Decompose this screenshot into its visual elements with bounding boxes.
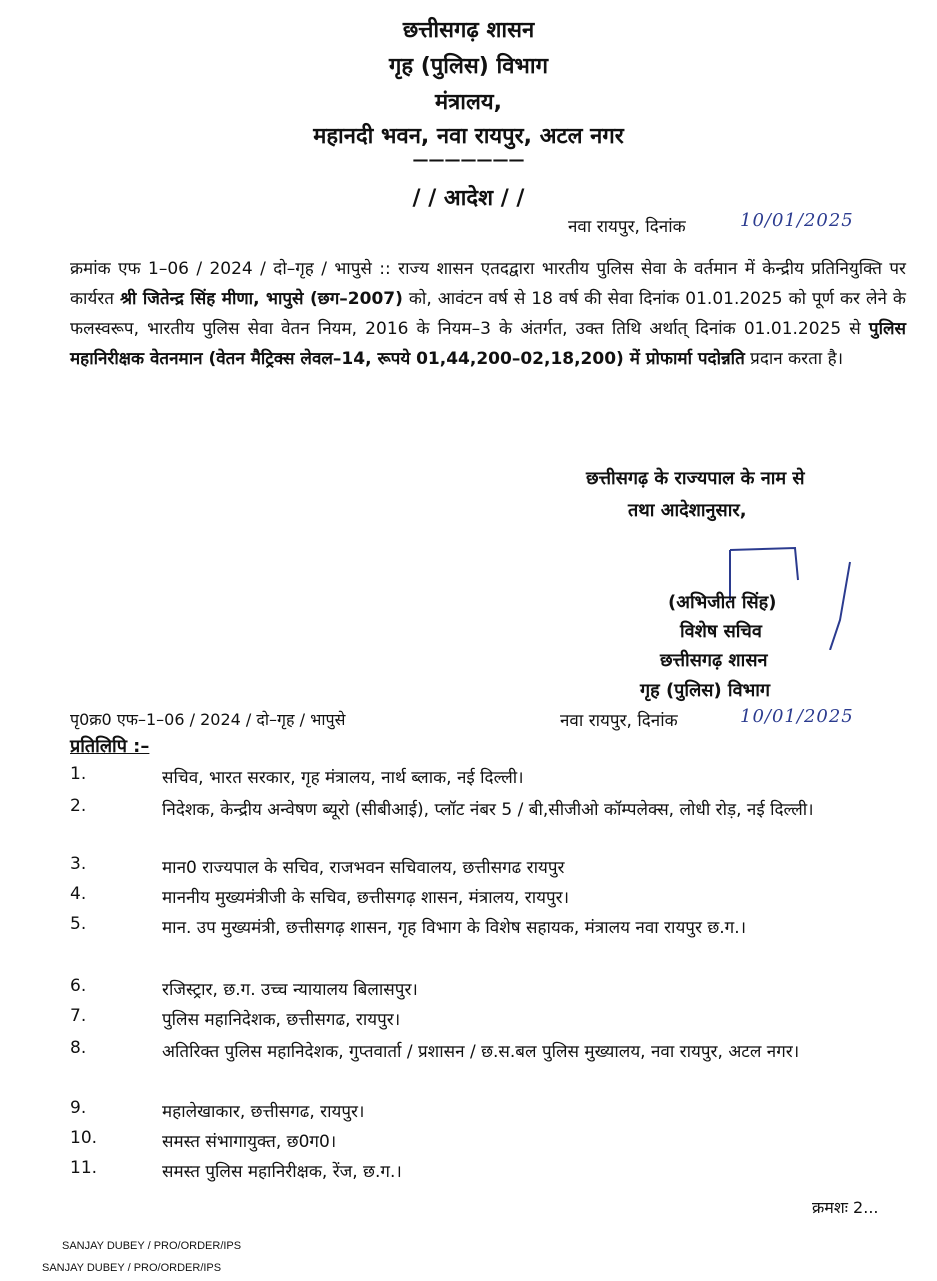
signatory-designation: विशेष सचिव (680, 621, 762, 642)
list-item-number: 8. (70, 1038, 87, 1058)
list-item-text: मान0 राज्यपाल के सचिव, राजभवन सचिवालय, छत्तीसगढ रायपुर (162, 858, 565, 878)
list-item-text: माननीय मुख्यमंत्रीजी के सचिव, छत्तीसगढ़ शासन, मंत्रालय, रायपुर। (162, 888, 570, 908)
list-item-number: 9. (70, 1098, 87, 1118)
list-item (0, 976, 937, 1006)
order-text-part1: क्रमांक एफ 1–06 / 2024 / दो–गृह / भापुसे :: राज्य शासन एतदद्वारा भारतीय पुलिस सेवा के वर्तमान में केन्द्रीय प्रतिनियुक्ति पर कार्यरत (70, 259, 906, 309)
list-item-text: रजिस्ट्रार, छ.ग. उच्च न्यायालय बिलासपुर। (162, 980, 418, 1000)
list-item-number: 5. (70, 914, 87, 934)
list-item-text: पुलिस महानिदेशक, छत्तीसगढ, रायपुर। (162, 1010, 401, 1030)
list-item (0, 796, 937, 856)
list-item (0, 1038, 937, 1098)
authority-line2: तथा आदेशानुसार, (628, 500, 747, 521)
order-date-handwritten: 10/01/2025 (740, 210, 854, 231)
list-item-number: 7. (70, 1006, 87, 1026)
list-item-number: 2. (70, 796, 87, 816)
order-title: / / आदेश / / (412, 186, 525, 211)
order-text-part2: को, आवंटन वर्ष से 18 वर्ष की सेवा दिनांक 01.01.2025 को पूर्ण कर लेने के फलस्वरूप, भारतीय पुलिस सेवा वेतन नियम, 2016 के नियम–3 के अंतर्गत, उक्त तिथि अर्थात् दिनांक 01.01.2025 से (70, 289, 906, 339)
endorsement-number: पृ0क्र0 एफ–1–06 / 2024 / दो–गृह / भापुसे (70, 710, 346, 729)
footer-watermark-2: SANJAY DUBEY / PRO/ORDER/IPS (42, 1262, 222, 1274)
list-item (0, 1098, 937, 1128)
list-item-number: 10. (70, 1128, 98, 1148)
list-item-number: 1. (70, 764, 87, 784)
list-item-text: महालेखाकार, छत्तीसगढ, रायपुर। (162, 1102, 365, 1122)
list-item-text: अतिरिक्त पुलिस महानिदेशक, गुप्तवार्ता / प्रशासन / छ.स.बल पुलिस मुख्यालय, नवा रायपुर, अटल नगर। (162, 1042, 800, 1062)
list-item-text: सचिव, भारत सरकार, गृह मंत्रालय, नार्थ ब्लाक, नई दिल्ली। (162, 768, 524, 788)
header-department: गृह (पुलिस) विभाग (389, 54, 548, 79)
footer-watermark-1: SANJAY DUBEY / PRO/ORDER/IPS (62, 1240, 242, 1252)
list-item (0, 854, 937, 884)
continued-note: क्रमशः 2... (812, 1198, 879, 1217)
list-item (0, 884, 937, 914)
pay-scale: पुलिस महानिरीक्षक वेतनमान (वेतन मैट्रिक्स लेवल–14, रूपये 01,44,200–02,18,200) में प्रोफार्मा पदोन्नति (70, 319, 906, 369)
header-address: महानदी भवन, नवा रायपुर, अटल नगर (313, 124, 624, 149)
order-paragraph (70, 254, 906, 374)
list-item (0, 1158, 937, 1188)
list-item (0, 764, 937, 794)
endorsement-date-label: नवा रायपुर, दिनांक (560, 711, 678, 731)
list-item-text: निदेशक, केन्द्रीय अन्वेषण ब्यूरो (सीबीआई), प्लॉट नंबर 5 / बी,सीजीओ कॉम्पलेक्स, लोधी रोड़, नई दिल्ली। (162, 800, 814, 820)
list-item-text: मान. उप मुख्यमंत्री, छत्तीसगढ़ शासन, गृह विभाग के विशेष सहायक, मंत्रालय नवा रायपुर छ.ग.। (162, 918, 747, 938)
list-item-number: 11. (70, 1158, 98, 1178)
list-item (0, 914, 937, 974)
copy-label: प्रतिलिपि :– (70, 736, 150, 757)
list-item-text: समस्त संभागायुक्त, छ0ग0। (162, 1132, 337, 1152)
list-item (0, 1128, 937, 1158)
endorsement-date-handwritten: 10/01/2025 (740, 706, 854, 727)
order-date-label: नवा रायपुर, दिनांक (568, 217, 686, 237)
signatory-name: (अभिजीत सिंह) (668, 592, 777, 613)
authority-line1: छत्तीसगढ़ के राज्यपाल के नाम से (586, 468, 805, 489)
list-item-number: 6. (70, 976, 87, 996)
list-item-number: 4. (70, 884, 87, 904)
header-ministry: मंत्रालय, (434, 90, 503, 115)
officer-name: श्री जितेन्द्र सिंह मीणा, भापुसे (छग–2007) (119, 289, 403, 309)
signatory-govt: छत्तीसगढ़ शासन (660, 650, 768, 671)
order-text-part3: प्रदान करता है। (744, 349, 844, 369)
list-item-number: 3. (70, 854, 87, 874)
header-govt: छत्तीसगढ़ शासन (402, 18, 535, 43)
signatory-dept: गृह (पुलिस) विभाग (640, 680, 771, 701)
header-separator: ——————— (412, 150, 525, 169)
list-item (0, 1006, 937, 1036)
list-item-text: समस्त पुलिस महानिरीक्षक, रेंज, छ.ग.। (162, 1162, 402, 1182)
